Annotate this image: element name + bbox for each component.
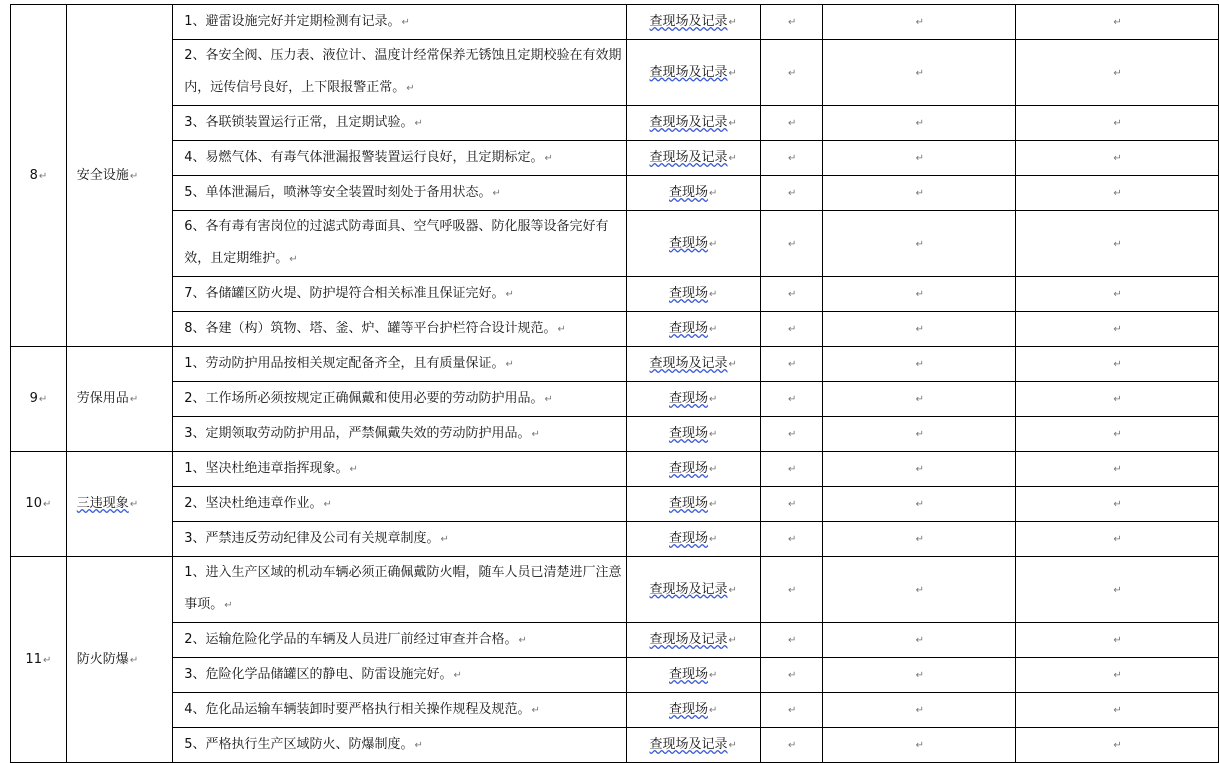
paragraph-mark: ↵ bbox=[915, 670, 925, 681]
empty-cell[interactable] bbox=[823, 728, 1016, 763]
paragraph-mark: ↵ bbox=[915, 153, 925, 164]
method-cell bbox=[626, 693, 760, 728]
paragraph-mark: ↵ bbox=[787, 289, 797, 300]
table-row bbox=[11, 141, 1219, 176]
paragraph-mark: ↵ bbox=[505, 359, 514, 370]
item-text: 3、各联锁装置运行正常，且定期试验。 bbox=[184, 115, 414, 130]
paragraph-mark: ↵ bbox=[915, 359, 925, 370]
paragraph-mark: ↵ bbox=[787, 499, 797, 510]
method-text: 查现场 bbox=[669, 702, 709, 717]
paragraph-mark: ↵ bbox=[915, 394, 925, 405]
item-cell bbox=[173, 382, 626, 417]
item-text: 2、工作场所必须按规定正确佩戴和使用必要的劳动防护用品。 bbox=[184, 391, 544, 406]
paragraph-mark: ↵ bbox=[915, 584, 925, 596]
paragraph-mark: ↵ bbox=[709, 670, 718, 681]
paragraph-mark: ↵ bbox=[224, 600, 233, 611]
table-row bbox=[11, 728, 1219, 763]
empty-cell[interactable] bbox=[760, 141, 823, 176]
empty-cell[interactable] bbox=[1016, 417, 1219, 452]
empty-cell[interactable] bbox=[823, 176, 1016, 211]
group-category-cell bbox=[66, 557, 172, 763]
inspection-table bbox=[10, 4, 1219, 763]
paragraph-mark: ↵ bbox=[915, 740, 925, 751]
paragraph-mark: ↵ bbox=[1113, 394, 1122, 405]
item-text: 8、各建（构）筑物、塔、釜、炉、罐等平台护栏符合设计规范。 bbox=[184, 321, 557, 336]
paragraph-mark: ↵ bbox=[414, 740, 423, 751]
paragraph-mark: ↵ bbox=[709, 464, 718, 475]
item-cell bbox=[173, 211, 626, 277]
empty-cell[interactable] bbox=[760, 5, 823, 40]
empty-cell[interactable] bbox=[1016, 312, 1219, 347]
paragraph-mark: ↵ bbox=[1113, 17, 1122, 28]
paragraph-mark: ↵ bbox=[787, 67, 797, 79]
paragraph-mark: ↵ bbox=[728, 153, 737, 164]
empty-cell[interactable] bbox=[760, 452, 823, 487]
group-number-cell bbox=[11, 347, 67, 452]
paragraph-mark: ↵ bbox=[915, 705, 925, 716]
paragraph-mark: ↵ bbox=[401, 17, 410, 28]
method-text: 查现场及记录 bbox=[649, 150, 728, 165]
paragraph-mark: ↵ bbox=[1113, 705, 1122, 716]
paragraph-mark: ↵ bbox=[1113, 67, 1122, 79]
method-cell bbox=[626, 141, 760, 176]
item-cell bbox=[173, 106, 626, 141]
paragraph-mark: ↵ bbox=[544, 153, 553, 164]
paragraph-mark: ↵ bbox=[1113, 324, 1122, 335]
paragraph-mark: ↵ bbox=[709, 324, 718, 335]
paragraph-mark: ↵ bbox=[787, 17, 797, 28]
group-number: 11 bbox=[25, 651, 42, 667]
empty-cell[interactable] bbox=[760, 211, 823, 277]
item-text: 5、单体泄漏后，喷淋等安全装置时刻处于备用状态。 bbox=[184, 185, 492, 200]
method-cell bbox=[626, 417, 760, 452]
item-text: 4、易燃气体、有毒气体泄漏报警装置运行良好，且定期标定。 bbox=[184, 150, 544, 165]
item-text: 2、坚决杜绝违章作业。 bbox=[184, 496, 323, 511]
empty-cell[interactable] bbox=[823, 40, 1016, 106]
group-category-cell bbox=[66, 452, 172, 557]
paragraph-mark: ↵ bbox=[915, 67, 925, 79]
paragraph-mark: ↵ bbox=[709, 188, 718, 199]
paragraph-mark: ↵ bbox=[1113, 499, 1122, 510]
paragraph-mark: ↵ bbox=[915, 635, 925, 646]
empty-cell[interactable] bbox=[823, 487, 1016, 522]
paragraph-mark: ↵ bbox=[38, 394, 48, 405]
empty-cell[interactable] bbox=[760, 347, 823, 382]
table-row bbox=[11, 487, 1219, 522]
item-cell bbox=[173, 417, 626, 452]
group-category: 安全设施 bbox=[76, 167, 129, 183]
method-cell bbox=[626, 277, 760, 312]
empty-cell[interactable] bbox=[823, 693, 1016, 728]
empty-cell[interactable] bbox=[760, 417, 823, 452]
empty-cell[interactable] bbox=[1016, 487, 1219, 522]
group-number-cell bbox=[11, 557, 67, 763]
item-text: 1、避雷设施完好并定期检测有记录。 bbox=[184, 14, 401, 29]
method-cell bbox=[626, 176, 760, 211]
method-text: 查现场 bbox=[669, 321, 709, 336]
empty-cell[interactable] bbox=[823, 141, 1016, 176]
item-text: 3、定期领取劳动防护用品，严禁佩戴失效的劳动防护用品。 bbox=[184, 426, 531, 441]
paragraph-mark: ↵ bbox=[915, 17, 925, 28]
item-cell bbox=[173, 623, 626, 658]
paragraph-mark: ↵ bbox=[1113, 359, 1122, 370]
paragraph-mark: ↵ bbox=[728, 67, 737, 79]
empty-cell[interactable] bbox=[760, 40, 823, 106]
empty-cell[interactable] bbox=[760, 382, 823, 417]
group-category-cell bbox=[66, 5, 172, 347]
item-cell bbox=[173, 693, 626, 728]
method-cell bbox=[626, 452, 760, 487]
empty-cell[interactable] bbox=[1016, 211, 1219, 277]
item-text: 3、严禁违反劳动纪律及公司有关规章制度。 bbox=[184, 531, 440, 546]
empty-cell[interactable] bbox=[823, 106, 1016, 141]
empty-cell[interactable] bbox=[1016, 658, 1219, 693]
item-text: 6、各有毒有害岗位的过滤式防毒面具、空气呼吸器、防化服等设备完好有效，且定期维护。 bbox=[184, 219, 609, 266]
table-row bbox=[11, 658, 1219, 693]
paragraph-mark: ↵ bbox=[728, 359, 737, 370]
paragraph-mark: ↵ bbox=[38, 170, 48, 182]
paragraph-mark: ↵ bbox=[1113, 238, 1122, 250]
empty-cell[interactable] bbox=[1016, 277, 1219, 312]
group-number-cell bbox=[11, 5, 67, 347]
method-cell bbox=[626, 522, 760, 557]
empty-cell[interactable] bbox=[760, 693, 823, 728]
paragraph-mark: ↵ bbox=[709, 238, 718, 250]
paragraph-mark: ↵ bbox=[1113, 188, 1122, 199]
empty-cell[interactable] bbox=[760, 176, 823, 211]
empty-cell[interactable] bbox=[1016, 176, 1219, 211]
paragraph-mark: ↵ bbox=[787, 118, 797, 129]
method-text: 查现场及记录 bbox=[649, 64, 728, 80]
paragraph-mark: ↵ bbox=[129, 654, 139, 666]
method-cell bbox=[626, 347, 760, 382]
empty-cell[interactable] bbox=[1016, 452, 1219, 487]
item-text: 4、危化品运输车辆装卸时要严格执行相关操作规程及规范。 bbox=[184, 702, 531, 717]
item-text: 2、各安全阀、压力表、液位计、温度计经常保养无锈蚀且定期校验在有效期内，远传信号良好，上下限报警正常。 bbox=[184, 48, 622, 95]
group-category: 劳保用品 bbox=[76, 391, 129, 406]
paragraph-mark: ↵ bbox=[1113, 464, 1122, 475]
paragraph-mark: ↵ bbox=[787, 188, 797, 199]
paragraph-mark: ↵ bbox=[728, 584, 737, 596]
method-cell bbox=[626, 487, 760, 522]
group-number: 10 bbox=[25, 496, 42, 511]
item-cell bbox=[173, 557, 626, 623]
method-text: 查现场 bbox=[669, 667, 709, 682]
paragraph-mark: ↵ bbox=[787, 464, 797, 475]
empty-cell[interactable] bbox=[1016, 382, 1219, 417]
method-text: 查现场 bbox=[669, 461, 709, 476]
item-cell bbox=[173, 728, 626, 763]
method-cell bbox=[626, 211, 760, 277]
empty-cell[interactable] bbox=[760, 658, 823, 693]
empty-cell[interactable] bbox=[1016, 5, 1219, 40]
paragraph-mark: ↵ bbox=[414, 118, 423, 129]
method-text: 查现场 bbox=[669, 235, 709, 251]
empty-cell[interactable] bbox=[760, 312, 823, 347]
table-row bbox=[11, 312, 1219, 347]
paragraph-mark: ↵ bbox=[728, 118, 737, 129]
item-text: 2、运输危险化学品的车辆及人员进厂前经过审查并合格。 bbox=[184, 632, 518, 647]
empty-cell[interactable] bbox=[760, 106, 823, 141]
paragraph-mark: ↵ bbox=[1113, 118, 1122, 129]
empty-cell[interactable] bbox=[823, 557, 1016, 623]
empty-cell[interactable] bbox=[823, 658, 1016, 693]
item-cell bbox=[173, 277, 626, 312]
item-cell bbox=[173, 487, 626, 522]
paragraph-mark: ↵ bbox=[915, 238, 925, 250]
method-cell bbox=[626, 382, 760, 417]
empty-cell[interactable] bbox=[823, 277, 1016, 312]
method-text: 查现场及记录 bbox=[649, 632, 728, 647]
group-number-cell bbox=[11, 452, 67, 557]
paragraph-mark: ↵ bbox=[709, 705, 718, 716]
paragraph-mark: ↵ bbox=[787, 394, 797, 405]
paragraph-mark: ↵ bbox=[492, 188, 501, 199]
paragraph-mark: ↵ bbox=[42, 499, 52, 510]
group-number: 8 bbox=[29, 167, 38, 183]
empty-cell[interactable] bbox=[823, 623, 1016, 658]
paragraph-mark: ↵ bbox=[915, 534, 925, 545]
paragraph-mark: ↵ bbox=[787, 740, 797, 751]
paragraph-mark: ↵ bbox=[323, 499, 332, 510]
paragraph-mark: ↵ bbox=[915, 324, 925, 335]
empty-cell[interactable] bbox=[1016, 693, 1219, 728]
empty-cell[interactable] bbox=[823, 5, 1016, 40]
paragraph-mark: ↵ bbox=[544, 394, 553, 405]
empty-cell[interactable] bbox=[760, 557, 823, 623]
method-cell bbox=[626, 5, 760, 40]
paragraph-mark: ↵ bbox=[1113, 289, 1122, 300]
paragraph-mark: ↵ bbox=[531, 429, 540, 440]
paragraph-mark: ↵ bbox=[915, 429, 925, 440]
empty-cell[interactable] bbox=[760, 728, 823, 763]
table-row bbox=[11, 382, 1219, 417]
paragraph-mark: ↵ bbox=[787, 670, 797, 681]
paragraph-mark: ↵ bbox=[505, 289, 514, 300]
method-text: 查现场 bbox=[669, 286, 709, 301]
empty-cell[interactable] bbox=[1016, 106, 1219, 141]
paragraph-mark: ↵ bbox=[1113, 635, 1122, 646]
table-row bbox=[11, 211, 1219, 277]
group-number: 9 bbox=[29, 391, 38, 406]
item-cell bbox=[173, 347, 626, 382]
paragraph-mark: ↵ bbox=[787, 584, 797, 596]
paragraph-mark: ↵ bbox=[787, 238, 797, 250]
paragraph-mark: ↵ bbox=[709, 289, 718, 300]
table-row bbox=[11, 623, 1219, 658]
empty-cell[interactable] bbox=[823, 417, 1016, 452]
empty-cell[interactable] bbox=[823, 347, 1016, 382]
item-cell bbox=[173, 176, 626, 211]
item-cell bbox=[173, 522, 626, 557]
empty-cell[interactable] bbox=[823, 382, 1016, 417]
table-row bbox=[11, 5, 1219, 40]
table-row bbox=[11, 277, 1219, 312]
table-row bbox=[11, 522, 1219, 557]
paragraph-mark: ↵ bbox=[1113, 740, 1122, 751]
paragraph-mark: ↵ bbox=[787, 534, 797, 545]
paragraph-mark: ↵ bbox=[518, 635, 527, 646]
empty-cell[interactable] bbox=[823, 312, 1016, 347]
paragraph-mark: ↵ bbox=[915, 464, 925, 475]
paragraph-mark: ↵ bbox=[915, 499, 925, 510]
item-cell bbox=[173, 40, 626, 106]
paragraph-mark: ↵ bbox=[129, 394, 139, 405]
method-text: 查现场 bbox=[669, 185, 709, 200]
paragraph-mark: ↵ bbox=[709, 429, 718, 440]
item-cell bbox=[173, 141, 626, 176]
empty-cell[interactable] bbox=[760, 487, 823, 522]
paragraph-mark: ↵ bbox=[1113, 429, 1122, 440]
paragraph-mark: ↵ bbox=[453, 670, 462, 681]
empty-cell[interactable] bbox=[1016, 557, 1219, 623]
method-cell bbox=[626, 623, 760, 658]
table-row bbox=[11, 347, 1219, 382]
paragraph-mark: ↵ bbox=[787, 153, 797, 164]
group-category: 防火防爆 bbox=[76, 651, 129, 667]
table-row bbox=[11, 106, 1219, 141]
item-cell bbox=[173, 5, 626, 40]
paragraph-mark: ↵ bbox=[1113, 584, 1122, 596]
paragraph-mark: ↵ bbox=[787, 705, 797, 716]
group-category: 三违现象 bbox=[76, 496, 129, 511]
paragraph-mark: ↵ bbox=[557, 324, 566, 335]
paragraph-mark: ↵ bbox=[440, 534, 449, 545]
paragraph-mark: ↵ bbox=[709, 394, 718, 405]
paragraph-mark: ↵ bbox=[129, 499, 139, 510]
paragraph-mark: ↵ bbox=[129, 170, 139, 182]
paragraph-mark: ↵ bbox=[1113, 534, 1122, 545]
item-text: 1、坚决杜绝违章指挥现象。 bbox=[184, 461, 349, 476]
empty-cell[interactable] bbox=[1016, 728, 1219, 763]
paragraph-mark: ↵ bbox=[728, 635, 737, 646]
empty-cell[interactable] bbox=[1016, 623, 1219, 658]
method-text: 查现场及记录 bbox=[649, 14, 728, 29]
paragraph-mark: ↵ bbox=[1113, 670, 1122, 681]
empty-cell[interactable] bbox=[760, 522, 823, 557]
paragraph-mark: ↵ bbox=[531, 705, 540, 716]
method-text: 查现场及记录 bbox=[649, 356, 728, 371]
paragraph-mark: ↵ bbox=[42, 654, 52, 666]
method-cell bbox=[626, 312, 760, 347]
paragraph-mark: ↵ bbox=[728, 740, 737, 751]
paragraph-mark: ↵ bbox=[709, 534, 718, 545]
empty-cell[interactable] bbox=[1016, 40, 1219, 106]
table-row bbox=[11, 40, 1219, 106]
item-cell bbox=[173, 658, 626, 693]
inspection-table-body bbox=[11, 5, 1219, 763]
method-text: 查现场 bbox=[669, 391, 709, 406]
method-cell bbox=[626, 40, 760, 106]
item-cell bbox=[173, 312, 626, 347]
empty-cell[interactable] bbox=[1016, 141, 1219, 176]
method-text: 查现场 bbox=[669, 496, 709, 511]
paragraph-mark: ↵ bbox=[787, 635, 797, 646]
paragraph-mark: ↵ bbox=[787, 359, 797, 370]
empty-cell[interactable] bbox=[760, 277, 823, 312]
method-cell bbox=[626, 658, 760, 693]
method-text: 查现场及记录 bbox=[649, 581, 728, 597]
paragraph-mark: ↵ bbox=[289, 254, 298, 265]
empty-cell[interactable] bbox=[823, 522, 1016, 557]
empty-cell[interactable] bbox=[1016, 347, 1219, 382]
method-text: 查现场及记录 bbox=[649, 737, 728, 752]
paragraph-mark: ↵ bbox=[787, 429, 797, 440]
paragraph-mark: ↵ bbox=[728, 17, 737, 28]
table-row bbox=[11, 176, 1219, 211]
method-text: 查现场 bbox=[669, 426, 709, 441]
paragraph-mark: ↵ bbox=[406, 83, 415, 94]
method-text: 查现场及记录 bbox=[649, 115, 728, 130]
item-text: 1、进入生产区域的机动车辆必须正确佩戴防火帽，随车人员已清楚进厂注意事项。 bbox=[184, 565, 622, 612]
table-row bbox=[11, 557, 1219, 623]
paragraph-mark: ↵ bbox=[709, 499, 718, 510]
table-row bbox=[11, 417, 1219, 452]
empty-cell[interactable] bbox=[823, 211, 1016, 277]
empty-cell[interactable] bbox=[1016, 522, 1219, 557]
method-cell bbox=[626, 728, 760, 763]
method-cell bbox=[626, 106, 760, 141]
item-cell bbox=[173, 452, 626, 487]
group-category-cell bbox=[66, 347, 172, 452]
empty-cell[interactable] bbox=[760, 623, 823, 658]
table-row bbox=[11, 693, 1219, 728]
item-text: 1、劳动防护用品按相关规定配备齐全，且有质量保证。 bbox=[184, 356, 505, 371]
item-text: 5、严格执行生产区域防火、防爆制度。 bbox=[184, 737, 414, 752]
item-text: 3、危险化学品储罐区的静电、防雷设施完好。 bbox=[184, 667, 453, 682]
method-text: 查现场 bbox=[669, 531, 709, 546]
empty-cell[interactable] bbox=[823, 452, 1016, 487]
paragraph-mark: ↵ bbox=[787, 324, 797, 335]
paragraph-mark: ↵ bbox=[1113, 153, 1122, 164]
paragraph-mark: ↵ bbox=[915, 188, 925, 199]
item-text: 7、各储罐区防火堤、防护堤符合相关标准且保证完好。 bbox=[184, 286, 505, 301]
table-row bbox=[11, 452, 1219, 487]
paragraph-mark: ↵ bbox=[349, 464, 358, 475]
paragraph-mark: ↵ bbox=[915, 289, 925, 300]
paragraph-mark: ↵ bbox=[915, 118, 925, 129]
method-cell bbox=[626, 557, 760, 623]
